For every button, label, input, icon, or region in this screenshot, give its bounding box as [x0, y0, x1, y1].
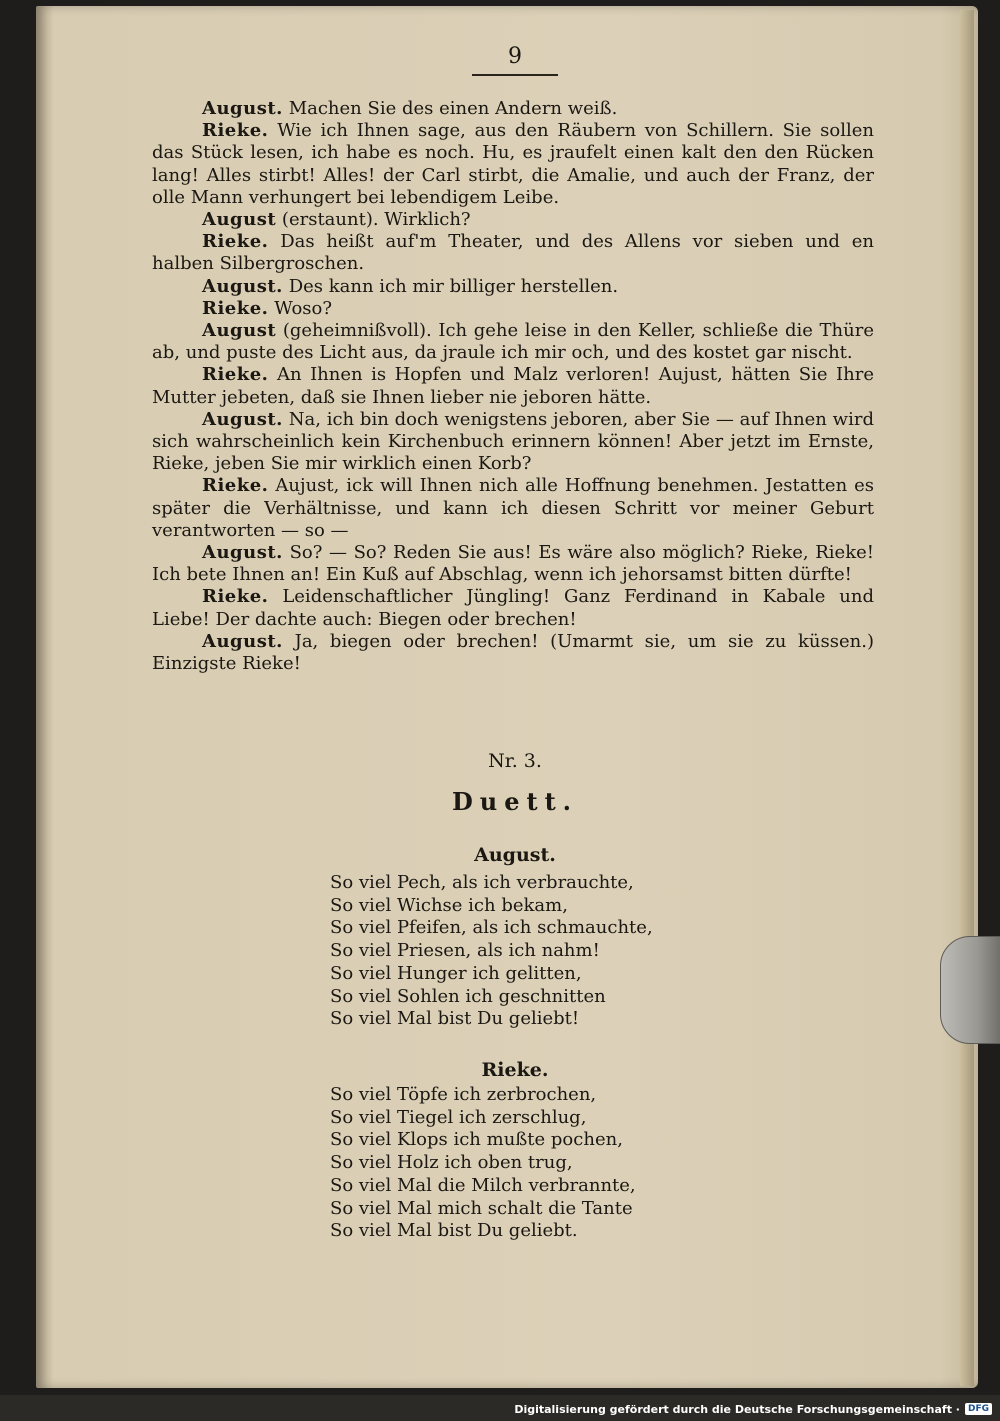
dialogue-paragraph: [152, 276, 874, 298]
dialogue-paragraph: [152, 364, 874, 408]
speech-text: Na, ich bin doch wenigstens jeboren, aber Sie — auf Ihnen wird sich wahrscheinlich kein Kirchenbuch erinnern können! Aber jetzt im Ernste, Rieke, jeben Sie mir wirklich einen Korb?: [152, 408, 874, 475]
speech-text: So? — So? Reden Sie aus! Es wäre also möglich? Rieke, Rieke! Ich bete Ihnen an! Ein Kuß auf Abschlag, wenn ich jehorsamst bitten dürfte!: [152, 542, 874, 586]
dialogue-paragraph: [152, 209, 874, 231]
speech-text: Aujust, ick will Ihnen nich alle Hoffnung benehmen. Jestatten es später die Verhältnisse, und kann ich diesen Schritt vor meiner Geburt verantworten — so —: [152, 475, 874, 541]
speech-text: Wie ich Ihnen sage, aus den Räubern von Schillern. Sie sollen das Stück lesen, ich habe es noch. Hu, es jraufelt einen kalt den den Rücken lang! Alles stirbt! Alles! der Carl stirbt, die Amalie, und auch der Franz, der olle Mann verhungert bei lebendigem Leibe.: [152, 120, 874, 208]
dialogue-paragraph: [152, 98, 874, 120]
dialogue-paragraph: [152, 631, 874, 675]
dialogue-paragraph: [152, 320, 874, 364]
speaker-name: August: [202, 209, 277, 231]
dialogue-text: [152, 98, 874, 675]
verse-line: So viel Tiegel ich zerschlug,: [330, 1106, 587, 1128]
song-heading-rieke: Rieke.: [481, 1059, 549, 1081]
verse-line: So viel Hunger ich gelitten,: [330, 962, 582, 984]
verse-line: So viel Mal bist Du geliebt.: [330, 1220, 578, 1242]
dialogue-paragraph: [152, 475, 874, 542]
verse-line: So viel Klops ich mußte pochen,: [330, 1129, 623, 1151]
song-heading-august: August.: [474, 844, 556, 866]
speech-text: Des kann ich mir billiger herstellen.: [288, 275, 619, 297]
page-number-rule: [472, 74, 558, 76]
verse-line: So viel Sohlen ich geschnitten: [330, 985, 606, 1007]
footer-text: Digitalisierung gefördert durch die Deutsche Forschungsgemeinschaft ·: [514, 1402, 960, 1416]
speech-text: (geheimnißvoll). Ich gehe leise in den Keller, schließe die Thüre ab, und puste des Licht aus, da jraule ich mir och, und des kostet gar nischt.: [152, 320, 874, 364]
dialogue-paragraph: [152, 298, 874, 320]
dialogue-paragraph: [152, 231, 874, 275]
speaker-name: Rieke.: [202, 364, 269, 386]
speech-text: Das heißt auf'm Theater, und des Allens vor sieben und en halben Silbergroschen.: [152, 231, 874, 275]
speaker-name: Rieke.: [202, 475, 269, 497]
dfg-logo: DFG: [965, 1403, 992, 1415]
speaker-name: August: [202, 320, 277, 342]
verse-line: So viel Mal die Milch verbrannte,: [330, 1174, 636, 1196]
verse-line: So viel Mal bist Du geliebt!: [330, 1008, 580, 1030]
verse-line: So viel Pfeifen, als ich schmauchte,: [330, 917, 653, 939]
verse-august: [330, 872, 750, 1031]
verse-line: So viel Holz ich oben trug,: [330, 1152, 573, 1174]
number-heading: Nr. 3.: [488, 750, 542, 772]
dialogue-paragraph: [152, 120, 874, 209]
verse-line: So viel Wichse ich bekam,: [330, 894, 568, 916]
speech-text: Machen Sie des einen Andern weiß.: [288, 98, 618, 119]
speaker-name: August.: [202, 408, 283, 430]
verse-line: So viel Priesen, als ich nahm!: [330, 940, 600, 962]
speech-text: Ja, biegen oder brechen! (Umarmt sie, um sie zu küssen.) Einzigste Rieke!: [152, 630, 874, 675]
page-number: 9: [508, 44, 522, 69]
verse-line: So viel Pech, als ich verbrauchte,: [330, 872, 634, 893]
dialogue-paragraph: [152, 542, 874, 586]
digitization-footer: [514, 1400, 992, 1418]
speaker-name: August.: [202, 630, 283, 652]
scanner-clip: [940, 936, 1000, 1044]
page-edge: [960, 10, 974, 1386]
speaker-name: Rieke.: [202, 120, 269, 142]
speech-text: Leidenschaftlicher Jüngling! Ganz Ferdinand in Kabale und Liebe! Der dachte auch: Biegen oder brechen!: [152, 586, 874, 630]
speaker-name: Rieke.: [202, 297, 269, 319]
speaker-name: August.: [202, 542, 283, 564]
verse-line: So viel Töpfe ich zerbrochen,: [330, 1084, 597, 1105]
duet-title: Duett.: [451, 787, 579, 816]
speaker-name: August.: [202, 275, 283, 297]
verse-line: So viel Mal mich schalt die Tante: [330, 1197, 633, 1219]
speech-text: (erstaunt). Wirklich?: [281, 209, 471, 231]
dialogue-paragraph: [152, 586, 874, 630]
speaker-name: August.: [202, 98, 283, 119]
speech-text: An Ihnen is Hopfen und Malz verloren! Aujust, hätten Sie Ihre Mutter jebeten, daß sie Ihnen lieber nie jeboren hätte.: [152, 364, 874, 408]
dialogue-paragraph: [152, 409, 874, 476]
speech-text: Woso?: [274, 297, 333, 319]
speaker-name: Rieke.: [202, 586, 269, 608]
verse-rieke: [330, 1084, 750, 1243]
speaker-name: Rieke.: [202, 231, 269, 253]
